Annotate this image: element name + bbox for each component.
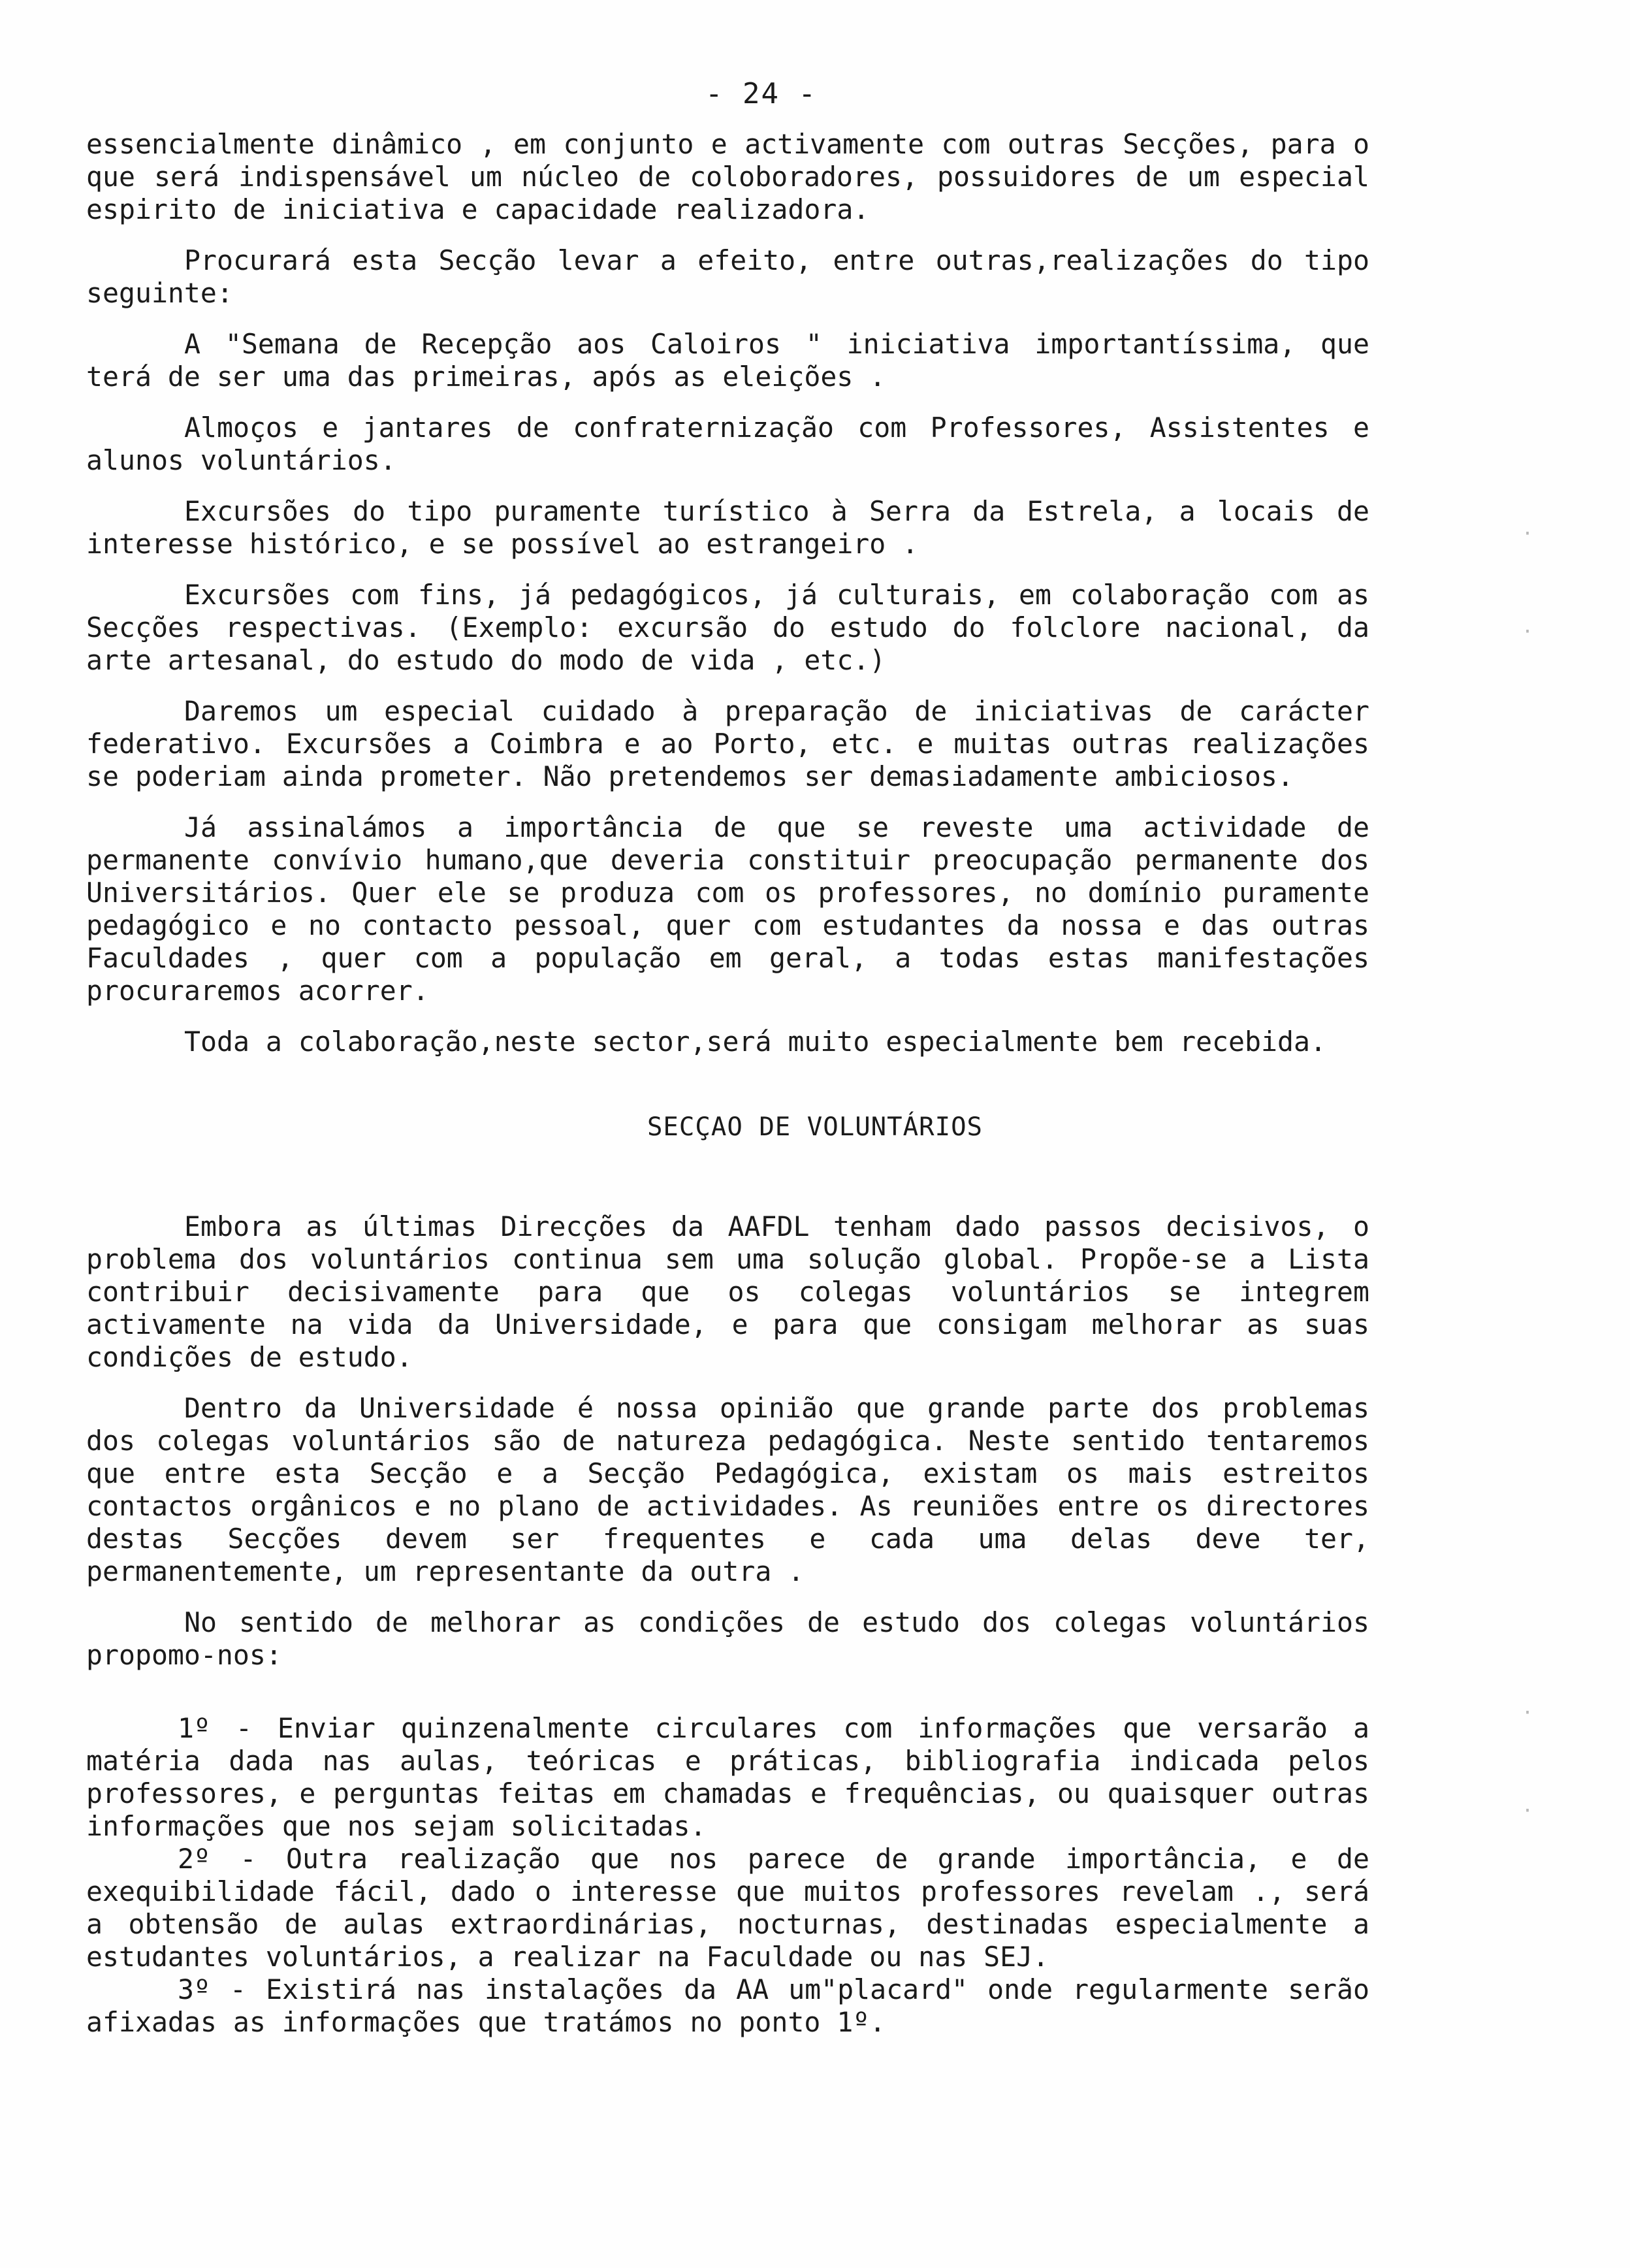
scan-speck: ·	[1522, 1702, 1534, 1725]
paragraph: Já assinalámos a importância de que se reveste uma actividade de permanente convívio humano,que deveria constituir preocupação permanente dos Universitários. Quer ele se produza com os professores, no domínio puramente pedagógico e no contacto pessoal, quer com estudantes da nossa e das outras Faculdades , quer com a população em geral, a todas estas manifestações procuraremos acorrer.	[86, 811, 1369, 1007]
paragraph: Embora as últimas Direcções da AAFDL tenham dado passos decisivos, o problema dos voluntários continua sem uma solução global. Propõe-se a Lista contribuir decisivamente para que os colegas voluntários se integrem activamente na vida da Universidade, e para que consigam melhorar as suas condições de estudo.	[86, 1210, 1369, 1373]
list-item: 3º - Existirá nas instalações da AA um"placard" onde regularmente serão afixadas as informações que tratámos no ponto 1º.	[86, 1973, 1369, 2038]
paragraph: Excursões com fins, já pedagógicos, já culturais, em colaboração com as Secções respectivas. (Exemplo: excursão do estudo do folclore nacional, da arte artesanal, do estudo do modo de vida , etc.)	[86, 579, 1369, 676]
body-text-bottom	[86, 1210, 1369, 2039]
paragraph: No sentido de melhorar as condições de estudo dos colegas voluntários propomo-nos:	[86, 1606, 1369, 1671]
list-item: 1º - Enviar quinzenalmente circulares com informações que versarão a matéria dada nas aulas, teóricas e práticas, bibliografia indicada pelos professores, e perguntas feitas em chamadas e frequências, ou quaisquer outras informações que nos sejam solicitadas.	[86, 1712, 1369, 1842]
paragraph: essencialmente dinâmico , em conjunto e activamente com outras Secções, para o que será indispensável um núcleo de coloboradores, possuidores de um especial espirito de iniciativa e capacidade realizadora.	[86, 128, 1369, 225]
scan-speck: ·	[1522, 1800, 1534, 1822]
page-number: - 24 -	[705, 77, 817, 110]
paragraph: A "Semana de Recepção aos Caloiros " iniciativa importantíssima, que terá de ser uma das primeiras, após as eleições .	[86, 328, 1369, 393]
section-heading: SECÇAO DE VOLUNTÁRIOS	[647, 1112, 983, 1142]
body-text-top	[86, 128, 1369, 1058]
paragraph: Almoços e jantares de confraternização com Professores, Assistentes e alunos voluntários.	[86, 412, 1369, 476]
scan-speck: ·	[1522, 621, 1534, 643]
paragraph: Procurará esta Secção levar a efeito, entre outras,realizações do tipo seguinte:	[86, 244, 1369, 309]
paragraph: Daremos um especial cuidado à preparação de iniciativas de carácter federativo. Excursões a Coimbra e ao Porto, etc. e muitas outras realizações se poderiam ainda prometer. Não pretendemos ser demasiadamente ambiciosos.	[86, 695, 1369, 792]
list-item: 2º - Outra realização que nos parece de grande importância, e de exequibilidade fácil, dado o interesse que muitos professores revelam ., será a obtensão de aulas extraordinárias, nocturnas, destinadas especialmente a estudantes voluntários, a realizar na Faculdade ou nas SEJ.	[86, 1843, 1369, 1973]
paragraph: Dentro da Universidade é nossa opinião que grande parte dos problemas dos colegas voluntários são de natureza pedagógica. Neste sentido tentaremos que entre esta Secção e a Secção Pedagógica, existam os mais estreitos contactos orgânicos e no plano de actividades. As reuniões entre os directores destas Secções devem ser frequentes e cada uma delas deve ter, permanentemente, um representante da outra .	[86, 1392, 1369, 1587]
paragraph: Excursões do tipo puramente turístico à Serra da Estrela, a locais de interesse histórico, e se possível ao estrangeiro .	[86, 495, 1369, 560]
scan-speck: ·	[1522, 523, 1534, 545]
paragraph: Toda a colaboração,neste sector,será muito especialmente bem recebida.	[184, 1026, 1326, 1058]
